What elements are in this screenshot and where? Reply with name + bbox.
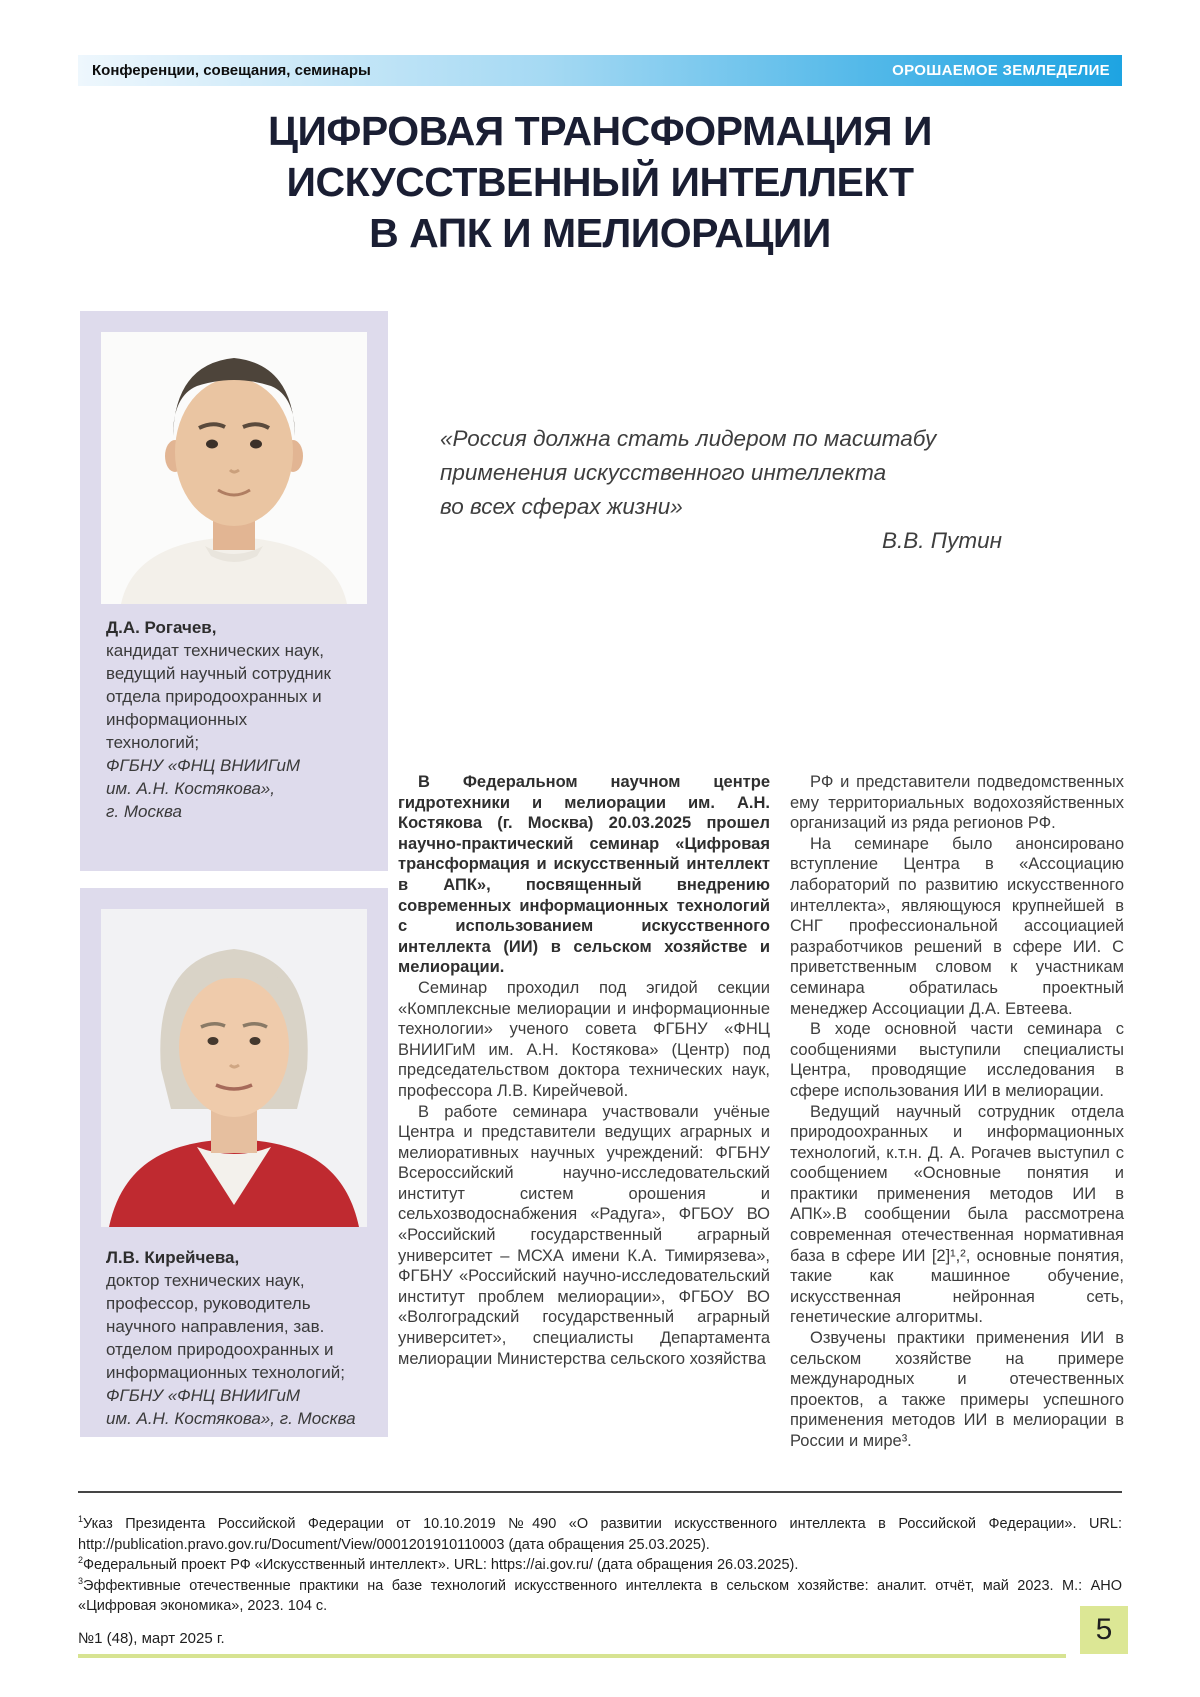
author-card-rogachev bbox=[80, 311, 388, 871]
author-description: доктор технических наук, профессор, руководитель научного направления, зав. отделом природоохранных и информационных технологий; bbox=[106, 1271, 345, 1382]
author-name: Л.В. Кирейчева, bbox=[106, 1248, 240, 1267]
section-label: Конференции, совещания, семинары bbox=[92, 62, 371, 79]
footnote-3 bbox=[78, 1576, 1122, 1617]
body-column-2 bbox=[790, 772, 1124, 1448]
paragraph: Семинар проходил под эгидой секции «Комплексные мелиорации и информационные технологии» ученого совета ФГБНУ «ФНЦ ВНИИГиМ им. А.Н. Костякова» (Центр) под председательством доктора технических наук, профессора Л.В. Кирейчевой. bbox=[398, 978, 770, 1100]
header-bar bbox=[78, 55, 1122, 86]
author-photo-woman bbox=[101, 909, 367, 1227]
author-caption bbox=[106, 1246, 368, 1430]
journal-name: ОРОШАЕМОЕ ЗЕМЛЕДЕЛИЕ bbox=[892, 62, 1110, 79]
author-name: Д.А. Рогачев, bbox=[106, 618, 217, 637]
footnote-divider bbox=[78, 1491, 1122, 1493]
footnote-marker: 1 bbox=[78, 1514, 84, 1525]
paragraph: РФ и представители подведомственных ему территориальных водохозяйственных организаций из ряда регионов РФ. bbox=[790, 773, 1124, 833]
page-number: 5 bbox=[1080, 1606, 1128, 1654]
epigraph-quote: «Россия должна стать лидером по масштабу применения искусственного интеллекта во всех сферах жизни» bbox=[440, 426, 937, 519]
author-affiliation: ФГБНУ «ФНЦ ВНИИГиМ им. А.Н. Костякова», г. Москва bbox=[106, 756, 301, 821]
footnote-text: Эффективные отечественные практики на базе технологий искусственного интеллекта в сельском хозяйстве: аналит. отчёт, май 2023. М.: АНО «Цифровая экономика», 2023. 104 с. bbox=[78, 1577, 1122, 1614]
footnote-marker: 3 bbox=[78, 1575, 84, 1586]
body-column-1 bbox=[398, 772, 770, 1448]
footer-rule bbox=[78, 1654, 1066, 1658]
author-caption bbox=[106, 616, 368, 823]
footnote-2 bbox=[78, 1555, 1122, 1576]
paragraph: В работе семинара участвовали учёные Центра и представители ведущих аграрных и мелиоративных научных учреждений: ФГБНУ Всероссийский научно-исследовательский институт систем орошения и сельхозводоснабжения «Радуга», ФГБОУ ВО «Российский государственный аграрный университет – МСХА имени К.А. Тимирязева», ФГБНУ «Российский научно-исследовательский институт проблем мелиорации», ФГБОУ ВО «Волгоградский государственный аграрный университет», специалисты Департамента мелиорации Министерства сельского хозяйства bbox=[398, 1102, 770, 1368]
footnote-text: Указ Президента Российской Федерации от 10.10.2019 №490 «О развитии искусственного интеллекта в Российской Федерации». URL: http://publication.pravo.gov.ru/Document/View/0001201910110003 (дата обращения 25.03.2025). bbox=[78, 1516, 1122, 1553]
paragraph: В Федеральном научном центре гидротехники и мелиорации им. А.Н. Костякова (г. Москва) 20.03.2025 прошел научно-практический семинар «Цифровая трансформация и искусственный интеллект в АПК», посвященный внедрению современных информационных технологий с использованием искусственного интеллекта (ИИ) в сельском хозяйстве и мелиорации. bbox=[398, 773, 770, 977]
footnotes bbox=[78, 1514, 1122, 1617]
paragraph: Озвучены практики применения ИИ в сельском хозяйстве на примере международных и отечественных проектов, а также примеры успешного применения методов ИИ в мелиорации в России и мире³. bbox=[790, 1329, 1124, 1450]
footnote-1 bbox=[78, 1514, 1122, 1555]
paragraph: На семинаре было анонсировано вступление Центра в «Ассоциацию лабораторий по развитию искусственного интеллекта», являющуюся крупнейшей в СНГ профессиональной ассоциацией разработчиков решений в сфере ИИ. С приветственным словом к участникам семинара обратилась проектный менеджер Ассоциации Д.А. Евтеева. bbox=[790, 834, 1124, 1018]
epigraph-author: В.В. Путин bbox=[882, 528, 1002, 553]
author-card-kireycheva bbox=[80, 888, 388, 1437]
author-affiliation: ФГБНУ «ФНЦ ВНИИГиМ им. А.Н. Костякова», г. Москва bbox=[106, 1386, 356, 1428]
footnote-marker: 2 bbox=[78, 1555, 84, 1566]
article-title: ЦИФРОВАЯ ТРАНСФОРМАЦИЯ И ИСКУССТВЕННЫЙ ИНТЕЛЛЕКТ В АПК И МЕЛИОРАЦИИ bbox=[268, 108, 932, 256]
paragraph: Ведущий научный сотрудник отдела природоохранных и информационных технологий, к.т.н. Д. А. Рогачев выступил с сообщением «Основные понятия и практики применения методов ИИ в АПК».В сообщении была рассмотрена современная отечественная нормативная база в сфере ИИ [2]¹,², основные понятия, такие как машинное обучение, искусственная нейронная сеть, генетические алгоритмы. bbox=[790, 1102, 1124, 1327]
author-photo-man bbox=[101, 332, 367, 604]
author-description: кандидат технических наук, ведущий научный сотрудник отдела природоохранных и информационных технологий; bbox=[106, 641, 331, 752]
issue-label: №1 (48), март 2025 г. bbox=[78, 1630, 225, 1647]
paragraph: В ходе основной части семинара с сообщениями выступили специалисты Центра, проводящие исследования в сфере использования ИИ в мелиорации. bbox=[790, 1020, 1124, 1100]
footnote-text: Федеральный проект РФ «Искусственный интеллект». URL: https://ai.gov.ru/ (дата обращения 26.03.2025). bbox=[83, 1557, 799, 1573]
